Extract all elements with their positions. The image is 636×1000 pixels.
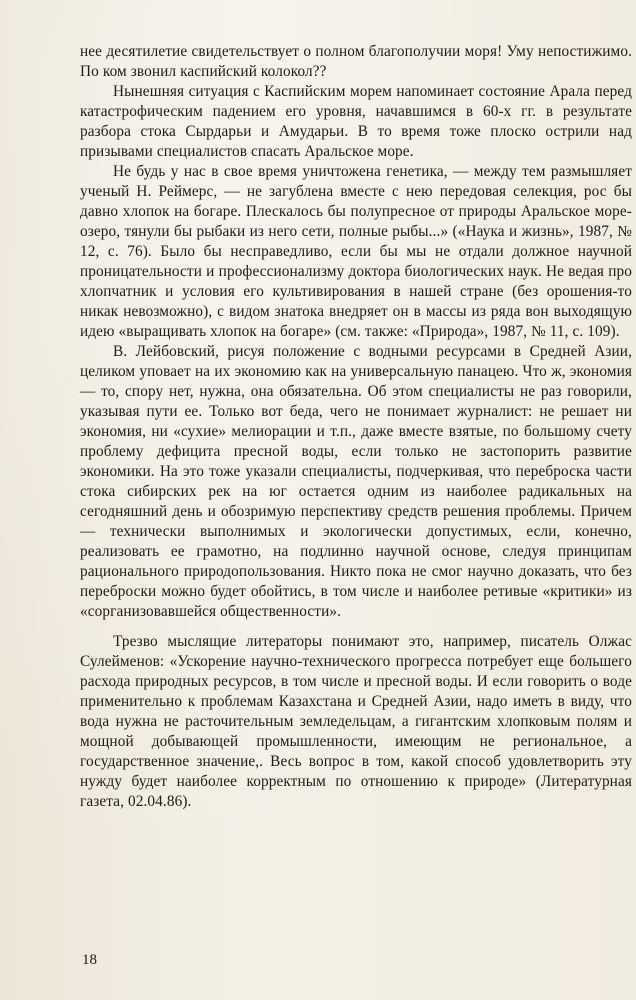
paragraph-leibovsky: В. Лейбовский, рисуя положение с водными ресурсами в Средней Азии, целиком уповает на их экономию как на универсальную панацею. Что ж, экономия — то, спору нет, нужна, она обязательна. Об этом специалисты не раз говорили, указывая пути ее. Только вот беда, чего не понимает журналист: не решает ни экономия, ни «сухие» мелиорации и т.п., даже вместе взятые, по большому счету проблему дефицита пресной воды, если только не застопорить развитие экономики. На это тоже указали специалисты, подчеркивая, что переброска части стока сибирских рек на юг остается одним из наиболее радикальных на сегодняшний день и обозримую перспективу средств решения проблемы. Причем — технически выполнимых и экологически допустимых, если, конечно, реализовать ее грамотно, на подлинно научной основе, следуя принципам рационального природопользования. Никто пока не смог научно доказать, что без переброски можно будет обойтись, в том числе и наиболее ретивые «критики» из «сорганизовавшейся общественности». [80,343,632,620]
page-number: 18 [82,952,97,968]
paragraph-continuation: нее десятилетие свидетельствует о полном благополучии моря! Уму непостижимо. По ком звонил каспийский колокол?? [80,43,632,80]
paragraph-suleimenov: Трезво мыслящие литераторы понимают это, например, писатель Олжас Сулейменов: «Ускорение научно-технического прогресса потребует еще большего расхода природных ресурсов, в том числе и пресной воды. И если говорить о воде применительно к проблемам Казахстана и Средней Азии, надо иметь в виду, что вода нужна не расточительным земледельцам, а гигантским хлопковым полям и мощной добывающей промышленности, имеющим не региональное, а государственное значение,. Весь вопрос в том, какой способ удовлетворить эту нужду будет наиболее корректным по отношению к природе» (Литературная газета, 02.04.86). [80,633,632,810]
paragraph-caspian-aral: Нынешняя ситуация с Каспийским морем напоминает состояние Арала перед катастрофическим падением его уровня, начавшимся в 60-х гг. в результате разбора стока Сырдарьи и Амударьи. В то время тоже плоско острили над призывами специалистов спасать Аральское море. [80,83,632,160]
body-text [80,42,632,812]
paragraph-reimers: Не будь у нас в свое время уничтожена генетика, — между тем размышляет ученый Н. Реймерс, — не загублена вместе с нею передовая селекция, рос бы давно хлопок на богаре. Плескалось бы полупресное от природы Аральское море-озеро, тянули бы рыбаки из него сети, полные рыбы...» («Наука и жизнь», 1987, № 12, с. 76). Было бы несправедливо, если бы мы не отдали должное научной проницательности и профессионализму доктора биологических наук. Не ведая про хлопчатник и условия его культивирования в нашей стране (без орошения-то никак невозможно), с видом знатока внедряет он в массы из ряда вон выходящую идею «выращивать хлопок на богаре» (см. также: «Природа», 1987, № 11, с. 109). [80,163,632,340]
